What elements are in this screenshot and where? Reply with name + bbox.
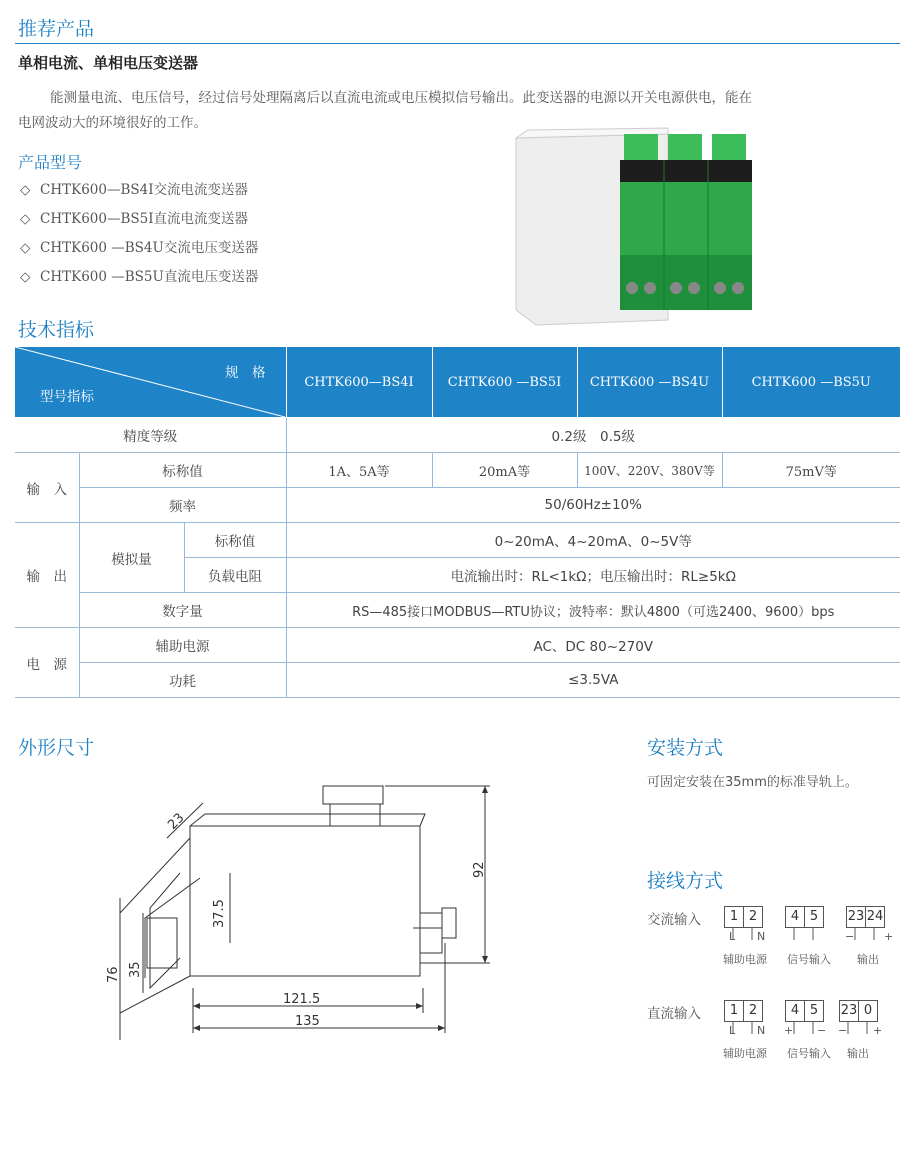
ac-minus: − (845, 930, 855, 943)
out-nominal-label: 标称值 (184, 523, 286, 558)
header-model-label: 型号指标 (40, 389, 94, 405)
description-line-2: 电网波动大的环境很好的工作。 (18, 115, 207, 131)
dimension-drawing (105, 778, 505, 1068)
nominal-value: 20mA等 (432, 453, 577, 488)
terminal: 4 (786, 907, 805, 927)
section-title-recommended: 推荐产品 (18, 18, 95, 40)
product-subtitle: 单相电流、单相电压变送器 (18, 54, 199, 72)
nominal-value: 100V、220V、380V等 (577, 453, 722, 488)
dim-23: 23 (165, 810, 188, 833)
dc-out-minus: − (838, 1024, 848, 1037)
dc-signal-minus: − (817, 1024, 827, 1037)
header-diagonal-cell (15, 347, 286, 418)
accuracy-label: 精度等级 (15, 418, 286, 453)
ac-L: L (729, 930, 736, 943)
output-label: 输 出 (15, 523, 79, 628)
terminal: 1 (725, 907, 744, 927)
aux-label: 辅助电源 (79, 628, 286, 663)
analog-label: 模拟量 (79, 523, 184, 593)
terminal: 4 (786, 1001, 805, 1021)
terminal: 2 (748, 909, 758, 924)
diamond-icon: ◇ (20, 269, 31, 285)
accuracy-value: 0.2级 0.5级 (286, 418, 900, 453)
power-label: 电 源 (15, 628, 79, 698)
table-row (15, 453, 900, 488)
out-nominal-value: 0~20mA、4~20mA、0~5V等 (286, 523, 900, 558)
table-header-row (15, 347, 900, 418)
title-rule (15, 43, 900, 44)
ac-signal-terminals (785, 906, 824, 928)
dc-signal-plus: + (784, 1024, 794, 1037)
model-item-label: CHTK600—BS5I直流电流变送器 (40, 211, 249, 227)
consumption-value: ≤3.5VA (286, 663, 900, 698)
ac-power-terminals (724, 906, 763, 928)
diamond-icon: ◇ (20, 240, 31, 256)
model-item (20, 265, 258, 294)
ac-N: N (757, 930, 766, 943)
load-label: 负载电阻 (184, 558, 286, 593)
freq-value: 50/60Hz±10% (286, 488, 900, 523)
digital-label: 数字量 (79, 593, 286, 628)
dim-121-5: 121.5 (283, 992, 321, 1007)
install-text: 可固定安装在35mm的标准导轨上。 (647, 775, 858, 790)
dc-N: N (757, 1024, 766, 1037)
model-item (20, 207, 258, 236)
terminal: 24 (866, 909, 884, 924)
dim-35: 35 (128, 961, 143, 978)
model-item (20, 236, 258, 265)
dc-input-label: 直流输入 (647, 1006, 701, 1022)
model-item-label: CHTK600 —BS4U交流电压变送器 (40, 240, 259, 256)
model-item (20, 178, 258, 207)
dc-power-terminals (724, 1000, 763, 1022)
model-list (20, 178, 258, 294)
install-title: 安装方式 (647, 737, 724, 759)
dimensions-title: 外形尺寸 (18, 737, 95, 759)
header-spec-label: 规 格 (225, 365, 266, 381)
description-line-1: 能测量电流、电压信号，经过信号处理隔离后以直流电流或电压模拟信号输出。此变送器的电源以开关电源供电，能在 (50, 90, 752, 106)
terminal: 2 (748, 1003, 758, 1018)
product-description (18, 86, 903, 136)
terminal: 5 (809, 1003, 819, 1018)
diamond-icon: ◇ (20, 211, 31, 227)
terminal: 0 (863, 1003, 873, 1018)
table-row (15, 488, 900, 523)
dim-135: 135 (295, 1014, 320, 1029)
nominal-label: 标称值 (79, 453, 286, 488)
spec-table (15, 346, 900, 698)
ac-output: 输出 (857, 953, 879, 966)
diamond-icon: ◇ (20, 182, 31, 198)
input-label: 输 入 (15, 453, 79, 523)
table-row (15, 628, 900, 663)
ac-signal-in: 信号输入 (787, 953, 831, 966)
dc-out-plus: + (873, 1024, 883, 1037)
diagonal-line (15, 347, 285, 417)
dim-37-5: 37.5 (212, 899, 227, 928)
table-row (15, 523, 900, 558)
load-value: 电流输出时：RL<1kΩ；电压输出时：RL≥5kΩ (286, 558, 900, 593)
dim-76: 76 (106, 966, 121, 983)
terminal: 23 (840, 1001, 859, 1021)
dc-L: L (729, 1024, 736, 1037)
table-row (15, 663, 900, 698)
aux-value: AC、DC 80~270V (286, 628, 900, 663)
column-header: CHTK600 —BS5U (722, 347, 900, 418)
nominal-value: 1A、5A等 (286, 453, 432, 488)
consumption-label: 功耗 (79, 663, 286, 698)
dc-signal-terminals (785, 1000, 824, 1022)
freq-label: 频率 (79, 488, 286, 523)
dc-output-terminals (839, 1000, 878, 1022)
ac-aux-power: 辅助电源 (723, 953, 767, 966)
model-item-label: CHTK600 —BS5U直流电压变送器 (40, 269, 259, 285)
product-image (508, 120, 758, 330)
terminal: 23 (847, 907, 866, 927)
digital-value: RS—485接口MODBUS—RTU协议；波特率：默认4800（可选2400、9600）bps (286, 593, 900, 628)
table-row (15, 418, 900, 453)
dc-aux-power: 辅助电源 (723, 1047, 767, 1060)
dim-92: 92 (472, 861, 487, 878)
wiring-title: 接线方式 (647, 870, 724, 892)
models-title: 产品型号 (18, 153, 83, 172)
ac-input-label: 交流输入 (647, 912, 701, 928)
nominal-value: 75mV等 (722, 453, 900, 488)
table-row (15, 593, 900, 628)
column-header: CHTK600—BS4I (286, 347, 432, 418)
dc-output: 输出 (847, 1047, 869, 1060)
terminal: 5 (809, 909, 819, 924)
terminal: 1 (725, 1001, 744, 1021)
model-item-label: CHTK600—BS4I交流电流变送器 (40, 182, 249, 198)
ac-output-terminals (846, 906, 885, 928)
column-header: CHTK600 —BS5I (432, 347, 577, 418)
ac-wires (720, 928, 900, 946)
tech-title: 技术指标 (18, 319, 95, 341)
dc-signal-in: 信号输入 (787, 1047, 831, 1060)
column-header: CHTK600 —BS4U (577, 347, 722, 418)
ac-plus: + (884, 930, 894, 943)
